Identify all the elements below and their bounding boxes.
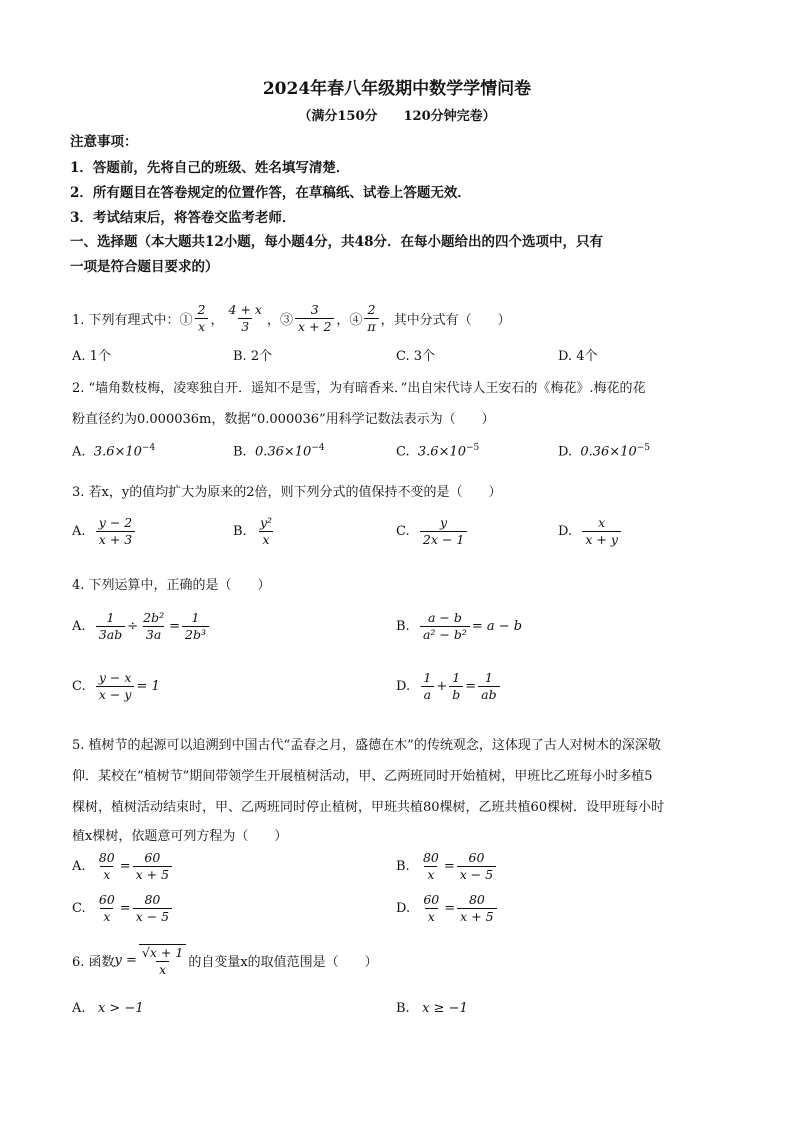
option-label: D. (558, 444, 573, 460)
equals: = (465, 678, 477, 694)
q6-text: 的自变量x的取值范围是（ ） (188, 955, 378, 971)
denominator: 3a (143, 626, 164, 643)
exponent: −4 (311, 443, 325, 453)
numerator: a − b (427, 610, 462, 625)
fraction (226, 302, 265, 334)
question-5-stem: 5. 植树节的起源可以追溯到中国古代“孟春之月，盛德在木”的传统观念，这体现了古人对树木的深深敬 (72, 738, 661, 753)
denominator: x + y (582, 531, 621, 548)
fraction (420, 850, 442, 882)
numerator: 1 (484, 670, 493, 685)
denominator: x (100, 908, 113, 925)
option-label: C. (396, 523, 410, 539)
option-label: B. (396, 618, 410, 634)
denominator: 3ab (96, 626, 125, 643)
equals: = (169, 618, 180, 634)
denominator: x (156, 961, 169, 978)
denominator: 2b³ (182, 626, 209, 643)
note-item: 3．考试结束后，将答卷交监考老师． (70, 210, 296, 226)
fraction (133, 850, 172, 882)
question-4-stem: 4. 下列运算中，正确的是（ ） (72, 578, 271, 593)
option-d[interactable] (396, 670, 502, 702)
q1-text: 1. 下列有理式中：① (72, 312, 193, 328)
operator: ÷ (127, 618, 139, 634)
denominator: 2x − 1 (420, 531, 467, 548)
numerator: 1 (191, 610, 200, 625)
fraction (96, 892, 118, 924)
option-label: A. (72, 1001, 86, 1016)
option-b[interactable]: B. 2个 (233, 349, 273, 364)
denominator: x (259, 531, 272, 548)
section-heading: 一、选择题（本大题共12小题，每小题4分，共48分．在每小题给出的四个选项中，只有 (70, 234, 603, 250)
option-b[interactable] (396, 850, 498, 882)
option-value: x ≥ −1 (422, 1001, 468, 1016)
exponent: −4 (141, 443, 156, 453)
numerator: x (598, 515, 606, 530)
denominator: 3 (238, 318, 252, 335)
option-value: 3.6×10 (93, 444, 142, 460)
option-c[interactable]: C. 3个 (396, 349, 436, 364)
page-title: 2024年春八年级期中数学学情问卷 (262, 79, 532, 99)
option-c[interactable] (396, 443, 479, 459)
denominator: x − 5 (133, 908, 172, 925)
option-a[interactable] (72, 1001, 144, 1016)
denominator: x + 2 (295, 318, 334, 335)
separator: ，③ (266, 312, 293, 328)
denominator: x + 5 (457, 908, 496, 925)
numerator: 2 (367, 301, 376, 317)
option-value: x > −1 (97, 1001, 144, 1016)
question-5-stem-cont: 仰．某校在“植树节”期间带领学生开展植树活动，甲、乙两班同时开始植树，甲班比乙班每小时多植5 (72, 769, 653, 784)
option-label: C. (72, 678, 86, 694)
option-b[interactable] (396, 1001, 468, 1016)
fraction (582, 515, 621, 547)
fraction (449, 670, 463, 702)
numerator: 60 (468, 850, 485, 865)
numerator: y − 2 (98, 515, 133, 530)
denominator: x + 5 (133, 866, 172, 883)
fraction (182, 610, 209, 642)
fraction (96, 670, 135, 702)
option-c[interactable] (72, 892, 174, 924)
option-a[interactable] (72, 443, 155, 459)
equals: = (444, 900, 456, 916)
option-label: B. (396, 858, 410, 874)
fraction (478, 670, 499, 702)
question-3-stem: 3. 若x，y的值均扩大为原来的2倍，则下列分式的值保持不变的是（ ） (72, 485, 502, 500)
fraction (96, 515, 135, 547)
numerator: 1 (106, 610, 115, 625)
notes-heading: 注意事项： (70, 134, 138, 150)
numerator: 3 (310, 301, 319, 317)
numerator: y² (259, 515, 273, 530)
denominator: a (421, 686, 434, 703)
numerator: 80 (98, 850, 115, 865)
numerator: 80 (144, 892, 161, 907)
numerator: y − x (98, 670, 132, 685)
option-label: B. (233, 444, 247, 460)
fraction (420, 670, 434, 702)
option-d[interactable] (558, 515, 623, 547)
question-2-stem: 2. “墙角数枝梅，凌寒独自开．遥知不是雪，为有暗香来．”出自宋代诗人王安石的《梅花》.梅花的花 (72, 381, 646, 396)
fraction (295, 302, 334, 334)
option-label: B. (233, 523, 247, 539)
option-value: 3.6×10 (417, 444, 466, 460)
option-label: A. (72, 858, 86, 874)
option-label: C. (396, 444, 410, 460)
fraction (257, 515, 275, 547)
numerator: 80 (422, 850, 439, 865)
numerator: 2b² (143, 610, 165, 625)
numerator: 2 (197, 301, 206, 317)
note-item: 1．答题前，先将自己的班级、姓名填写清楚． (70, 160, 350, 176)
option-c[interactable] (72, 670, 160, 702)
separator: ， (210, 312, 224, 328)
numerator: √x + 1 (139, 944, 186, 961)
option-d[interactable] (558, 443, 650, 459)
option-rhs: = 1 (136, 678, 160, 694)
denominator: x (100, 866, 113, 883)
option-d[interactable] (396, 892, 499, 924)
exponent: −5 (466, 443, 480, 453)
option-value: 0.36×10 (580, 444, 637, 460)
question-1-stem (72, 285, 511, 351)
denominator: x − 5 (457, 866, 496, 883)
denominator: x + 3 (96, 531, 135, 548)
equals: = (119, 900, 131, 916)
q6-text: 6. 函数 (72, 955, 115, 971)
denominator: π (364, 318, 378, 335)
numerator: 60 (98, 892, 115, 907)
fraction (96, 610, 125, 642)
numerator: 1 (423, 670, 432, 685)
fraction (139, 944, 186, 977)
denominator: x (195, 318, 208, 335)
denominator: x − y (96, 686, 135, 703)
option-a[interactable] (72, 515, 137, 547)
option-a[interactable] (72, 610, 211, 642)
note-item: 2．所有题目在答卷规定的位置作答，在草稿纸、试卷上答题无效． (70, 185, 471, 201)
option-label: D. (558, 523, 573, 539)
equals: = (119, 858, 131, 874)
option-b[interactable] (396, 610, 522, 642)
denominator: a² − b² (420, 626, 470, 643)
fraction (420, 892, 442, 924)
numerator: 1 (452, 670, 461, 685)
fraction (457, 892, 496, 924)
function-lhs: y = (114, 953, 137, 969)
separator: ，④ (336, 312, 363, 328)
fraction (96, 850, 118, 882)
option-label: D. (396, 900, 411, 916)
option-c[interactable] (396, 515, 469, 547)
option-value: 0.36×10 (254, 444, 312, 460)
option-b[interactable] (233, 443, 325, 459)
option-a[interactable] (72, 850, 174, 882)
option-label: B. (396, 1001, 410, 1016)
question-2-stem-cont: 粉直径约为0.000036m，数据“0.000036”用科学记数法表示为（ ） (72, 412, 495, 427)
option-label: D. (396, 678, 411, 694)
exponent: −5 (636, 443, 651, 453)
fraction (195, 302, 209, 334)
equals: = (443, 858, 455, 874)
option-label: A. (72, 523, 86, 539)
option-a[interactable]: A. 1个 (72, 349, 111, 364)
fraction (364, 302, 378, 334)
numerator: 60 (144, 850, 161, 865)
numerator: y (440, 515, 448, 530)
fraction (140, 610, 167, 642)
q1-text: ，其中分式有（ ） (380, 312, 511, 328)
denominator: ab (478, 686, 499, 703)
denominator: x (424, 866, 437, 883)
page-subtitle: （满分150分 120分钟完卷） (298, 109, 496, 124)
fraction (133, 892, 172, 924)
section-heading-cont: 一项是符合题目要求的） (70, 259, 219, 275)
fraction (420, 610, 470, 642)
numerator: 60 (423, 892, 440, 907)
option-d[interactable]: D. 4个 (558, 349, 598, 364)
numerator: 4 + x (228, 301, 262, 317)
question-5-stem-cont: 植x棵树，依题意可列方程为（ ） (72, 829, 288, 844)
option-label: A. (72, 444, 86, 460)
denominator: x (425, 908, 438, 925)
option-label: A. (72, 618, 86, 634)
question-5-stem-cont: 棵树，植树活动结束时，甲、乙两班同时停止植树，甲班共植80棵树，乙班共植60棵树．设甲班每小时 (72, 800, 665, 815)
fraction (457, 850, 496, 882)
operator: + (436, 678, 448, 694)
option-b[interactable] (233, 515, 277, 547)
fraction (420, 515, 467, 547)
numerator: 80 (468, 892, 485, 907)
denominator: b (449, 686, 463, 703)
option-label: C. (72, 900, 86, 916)
question-6-stem (72, 944, 378, 977)
option-rhs: = a − b (471, 618, 523, 634)
